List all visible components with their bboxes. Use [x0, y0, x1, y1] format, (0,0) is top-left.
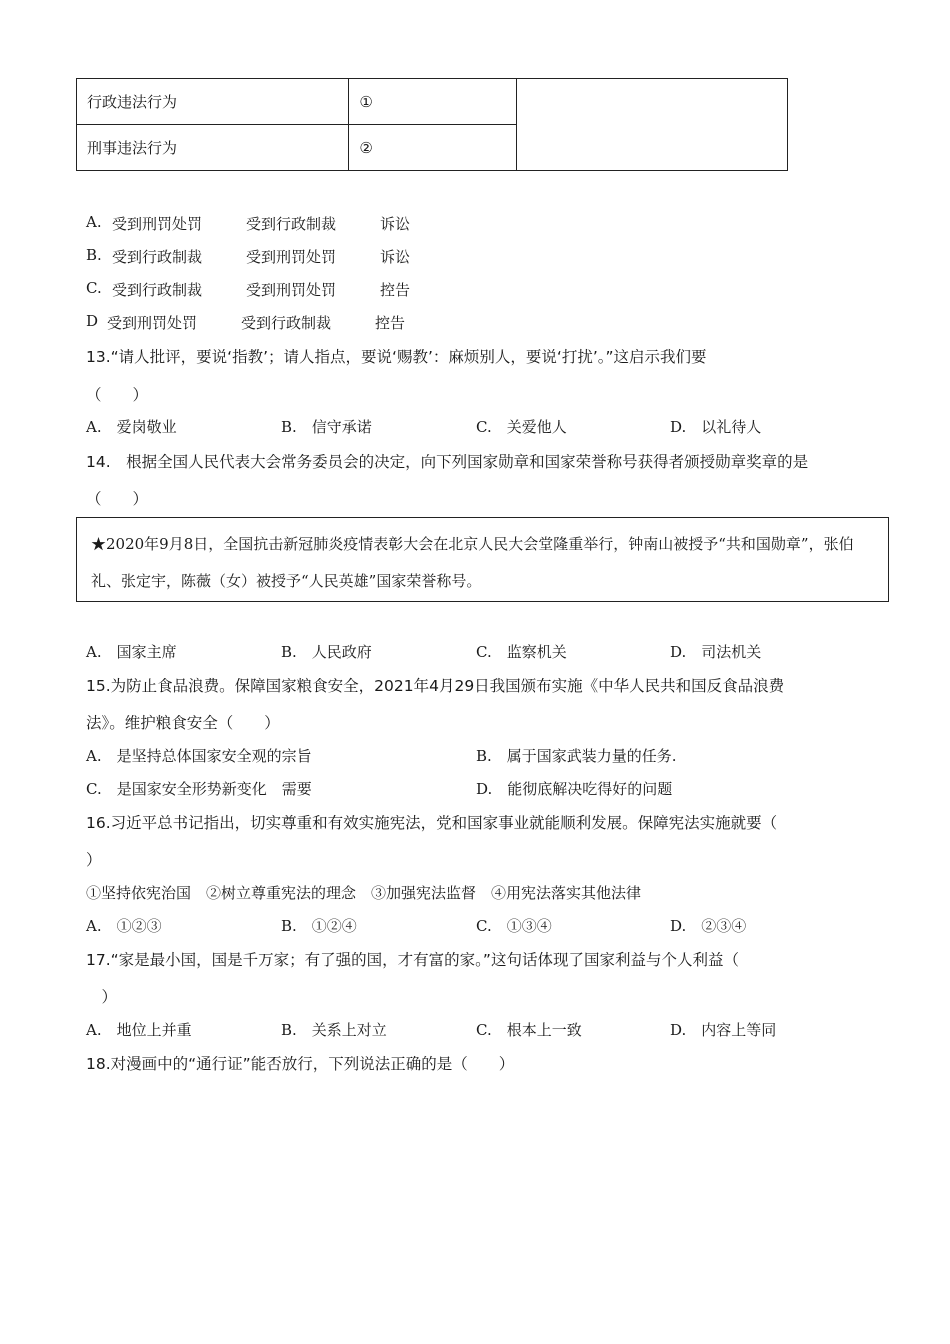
q18-stem: 18.对漫画中的“通行证”能否放行，下列说法正确的是（ ） — [86, 1055, 515, 1073]
q17-option-b: B. 关系上对立 — [281, 1021, 387, 1039]
q15-stem-cont: 法》。维护粮食安全（ ） — [86, 714, 280, 732]
q12-option-b: 受到刑罚处罚 — [246, 248, 337, 266]
q12-option-a: 受到行政制裁 — [112, 248, 203, 266]
q14-stem: 14. 根据全国人民代表大会常务委员会的决定，向下列国家勋章和国家荣誉称号获得者颁授勋章奖章的是 — [86, 453, 809, 471]
q12-option-c: 诉讼 — [380, 248, 411, 266]
table-cell-value: ① — [349, 79, 516, 125]
q16-option-d: D. ②③④ — [670, 917, 747, 935]
q13-option-d: D. 以礼待人 — [670, 418, 762, 436]
q14-option-d: D. 司法机关 — [670, 643, 762, 661]
q12-option-a: 受到行政制裁 — [112, 281, 203, 299]
q15-option-d: D. 能彻底解决吃得好的问题 — [476, 780, 673, 798]
table-row — [77, 79, 788, 125]
q16-statements: ①坚持依宪治国 ②树立尊重宪法的理念 ③加强宪法监督 ④用宪法落实其他法律 — [86, 884, 642, 902]
q16-stem: 16.习近平总书记指出，切实尊重和有效实施宪法，党和国家事业就能顺利发展。保障宪法实施就要（ — [86, 814, 778, 832]
q15-stem: 15.为防止食品浪费。保障国家粮食安全，2021年4月29日我国颁布实施《中华人民共和国反食品浪费 — [86, 677, 785, 695]
q12-option-c: 诉讼 — [380, 215, 411, 233]
q14-blank: （ ） — [86, 490, 149, 508]
q14-option-b: B. 人民政府 — [281, 643, 372, 661]
q12-option-key: A. — [86, 213, 102, 231]
q12-option-b: 受到刑罚处罚 — [246, 281, 337, 299]
q17-blank: ） — [86, 988, 118, 1006]
q16-blank: ） — [86, 851, 102, 869]
q14-option-a: A. 国家主席 — [86, 643, 177, 661]
q12-option-a: 受到刑罚处罚 — [112, 215, 203, 233]
q12-option-b: 受到行政制裁 — [246, 215, 337, 233]
q12-option-key: D — [86, 312, 99, 330]
q17-option-c: C. 根本上一致 — [476, 1021, 582, 1039]
q17-option-a: A. 地位上并重 — [86, 1021, 192, 1039]
table-cell-empty — [516, 79, 787, 171]
table-cell-label: 刑事违法行为 — [77, 125, 349, 171]
q13-blank: （ ） — [86, 386, 149, 404]
q12-option-key: B. — [86, 246, 102, 264]
q12-option-a: 受到刑罚处罚 — [107, 314, 198, 332]
law-table — [76, 78, 788, 171]
q16-option-c: C. ①③④ — [476, 917, 552, 935]
q13-option-c: C. 关爱他人 — [476, 418, 567, 436]
table-cell-value: ② — [349, 125, 516, 171]
q15-option-b: B. 属于国家武装力量的任务. — [476, 747, 677, 765]
q13-stem: 13.“请人批评，要说‘指教’；请人指点，要说‘赐教’：麻烦别人，要说‘打扰’。”这启示我们要 — [86, 348, 707, 366]
q16-option-a: A. ①②③ — [86, 917, 162, 935]
q12-option-c: 控告 — [380, 281, 411, 299]
q15-option-c: C. 是国家安全形势新变化 需要 — [86, 780, 312, 798]
q16-option-b: B. ①②④ — [281, 917, 357, 935]
table-cell-label: 行政违法行为 — [77, 79, 349, 125]
q14-material-box: ★2020年9月8日，全国抗击新冠肺炎疫情表彰大会在北京人民大会堂隆重举行，钟南山被授予“共和国勋章”，张伯礼、张定宇，陈薇（女）被授予“人民英雄”国家荣誉称号。 — [76, 517, 889, 602]
q13-option-a: A. 爱岗敬业 — [86, 418, 177, 436]
q15-option-a: A. 是坚持总体国家安全观的宗旨 — [86, 747, 312, 765]
q13-option-b: B. 信守承诺 — [281, 418, 372, 436]
q12-option-b: 受到行政制裁 — [241, 314, 332, 332]
q12-option-key: C. — [86, 279, 102, 297]
q17-stem: 17.“家是最小国，国是千万家；有了强的国，才有富的家。”这句话体现了国家利益与个人利益（ — [86, 951, 739, 969]
q17-option-d: D. 内容上等同 — [670, 1021, 777, 1039]
q14-option-c: C. 监察机关 — [476, 643, 567, 661]
q12-option-c: 控告 — [375, 314, 406, 332]
